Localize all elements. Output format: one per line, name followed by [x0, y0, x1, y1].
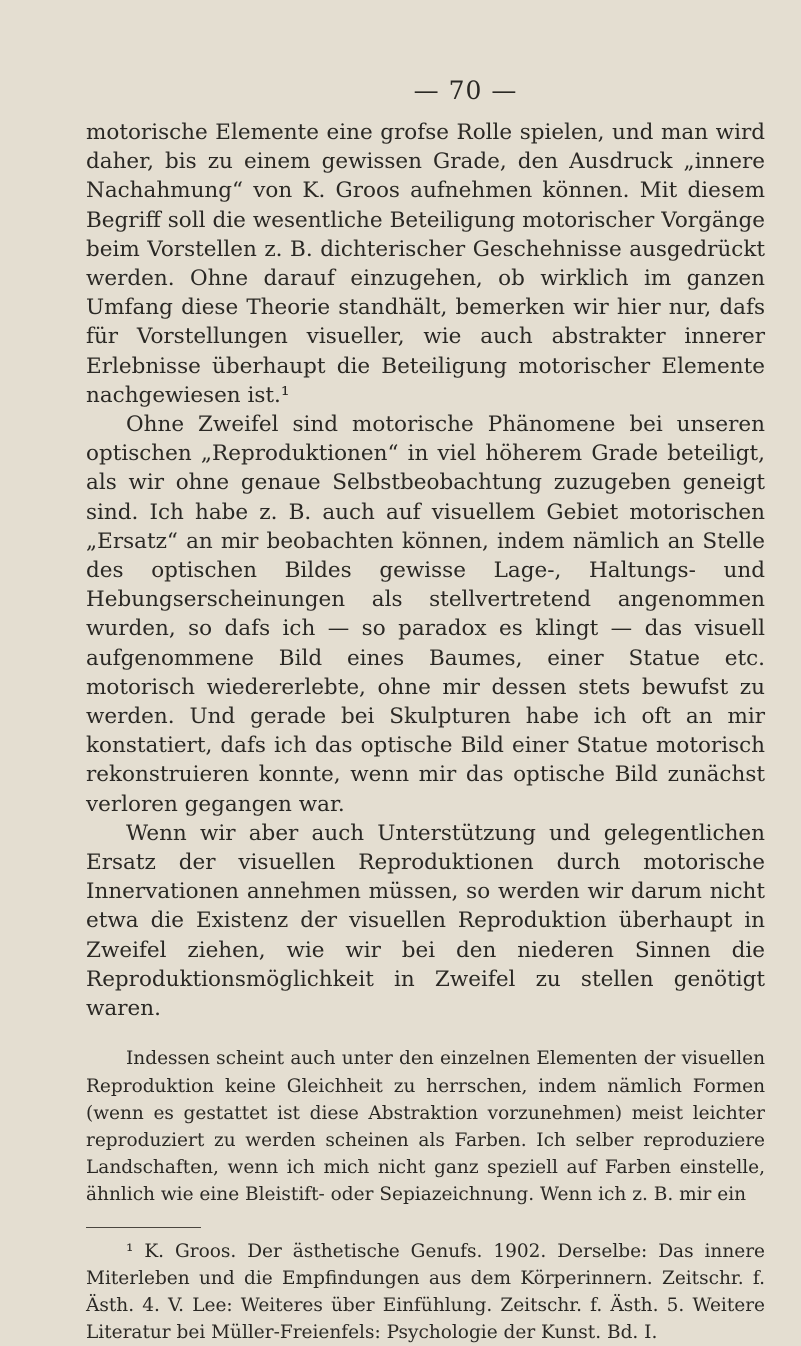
- main-text: [86, 118, 765, 1023]
- page-number: — 70 —: [413, 76, 518, 105]
- footnote-divider: [86, 1227, 201, 1228]
- small-print-paragraph: Indessen scheint auch unter den einzelnen Elementen der visuellen Reproduktion keine Gleichheit zu herrschen, indem nämlich Formen (wenn es gestattet ist diese Abstraktion vorzunehmen) meist leichter reproduziert zu werden scheinen als Farben. Ich selber reproduziere Landschaften, wenn ich mich nicht ganz speziell auf Farben einstelle, ähnlich wie eine Bleistift- oder Sepiazeichnung. Wenn ich z. B. mir ein: [86, 1048, 765, 1206]
- paragraph-1: motorische Elemente eine grofse Rolle spielen, und man wird daher, bis zu einem gewissen Grade, den Ausdruck „innere Nachahmung“ von K. Groos aufnehmen können. Mit diesem Begriff soll die wesentliche Beteiligung motorischer Vorgänge beim Vorstellen z. B. dichterischer Geschehnisse ausgedrückt werden. Ohne darauf einzugehen, ob wirklich im ganzen Umfang diese Theorie standhält, bemerken wir hier nur, dafs für Vorstellungen visueller, wie auch abstrakter innerer Erlebnisse überhaupt die Beteiligung motorischer Elemente nachgewiesen ist.¹: [86, 120, 765, 408]
- paragraph-2: Ohne Zweifel sind motorische Phänomene bei unseren optischen „Reproduktionen“ in viel höherem Grade beteiligt, als wir ohne genaue Selbstbeobachtung zuzugeben geneigt sind. Ich habe z. B. auch auf visuellem Gebiet motorischen „Ersatz“ an mir beobachten können, indem nämlich an Stelle des optischen Bildes gewisse Lage-, Haltungs- und Hebungserscheinungen als stellvertretend angenommen wurden, so dafs ich — so paradox es klingt — das visuell aufgenommene Bild eines Baumes, einer Statue etc. motorisch wiedererlebte, ohne mir dessen stets bewufst zu werden. Und gerade bei Skulpturen habe ich oft an mir konstatiert, dafs ich das optische Bild einer Statue motorisch rekonstruieren konnte, wenn mir das optische Bild zunächst verloren gegangen war.: [86, 412, 765, 817]
- paragraph-3: Wenn wir aber auch Unterstützung und gelegentlichen Ersatz der visuellen Reproduktionen durch motorische Innervationen annehmen müssen, so werden wir darum nicht etwa die Existenz der visuellen Reproduktion überhaupt in Zweifel ziehen, wie wir bei den niederen Sinnen die Reproduktionsmöglichkeit in Zweifel zu stellen genötigt waren.: [86, 820, 765, 1022]
- footnote: ¹ K. Groos. Der ästhetische Genufs. 1902. Derselbe: Das innere Miterleben und die Empfindungen aus dem Körperinnern. Zeitschr. f. Ästh. 4. V. Lee: Weiteres über Einfühlung. Zeitschr. f. Ästh. 5. Weitere Literatur bei Müller-Freienfels: Psychologie der Kunst. Bd. I.: [86, 1240, 765, 1344]
